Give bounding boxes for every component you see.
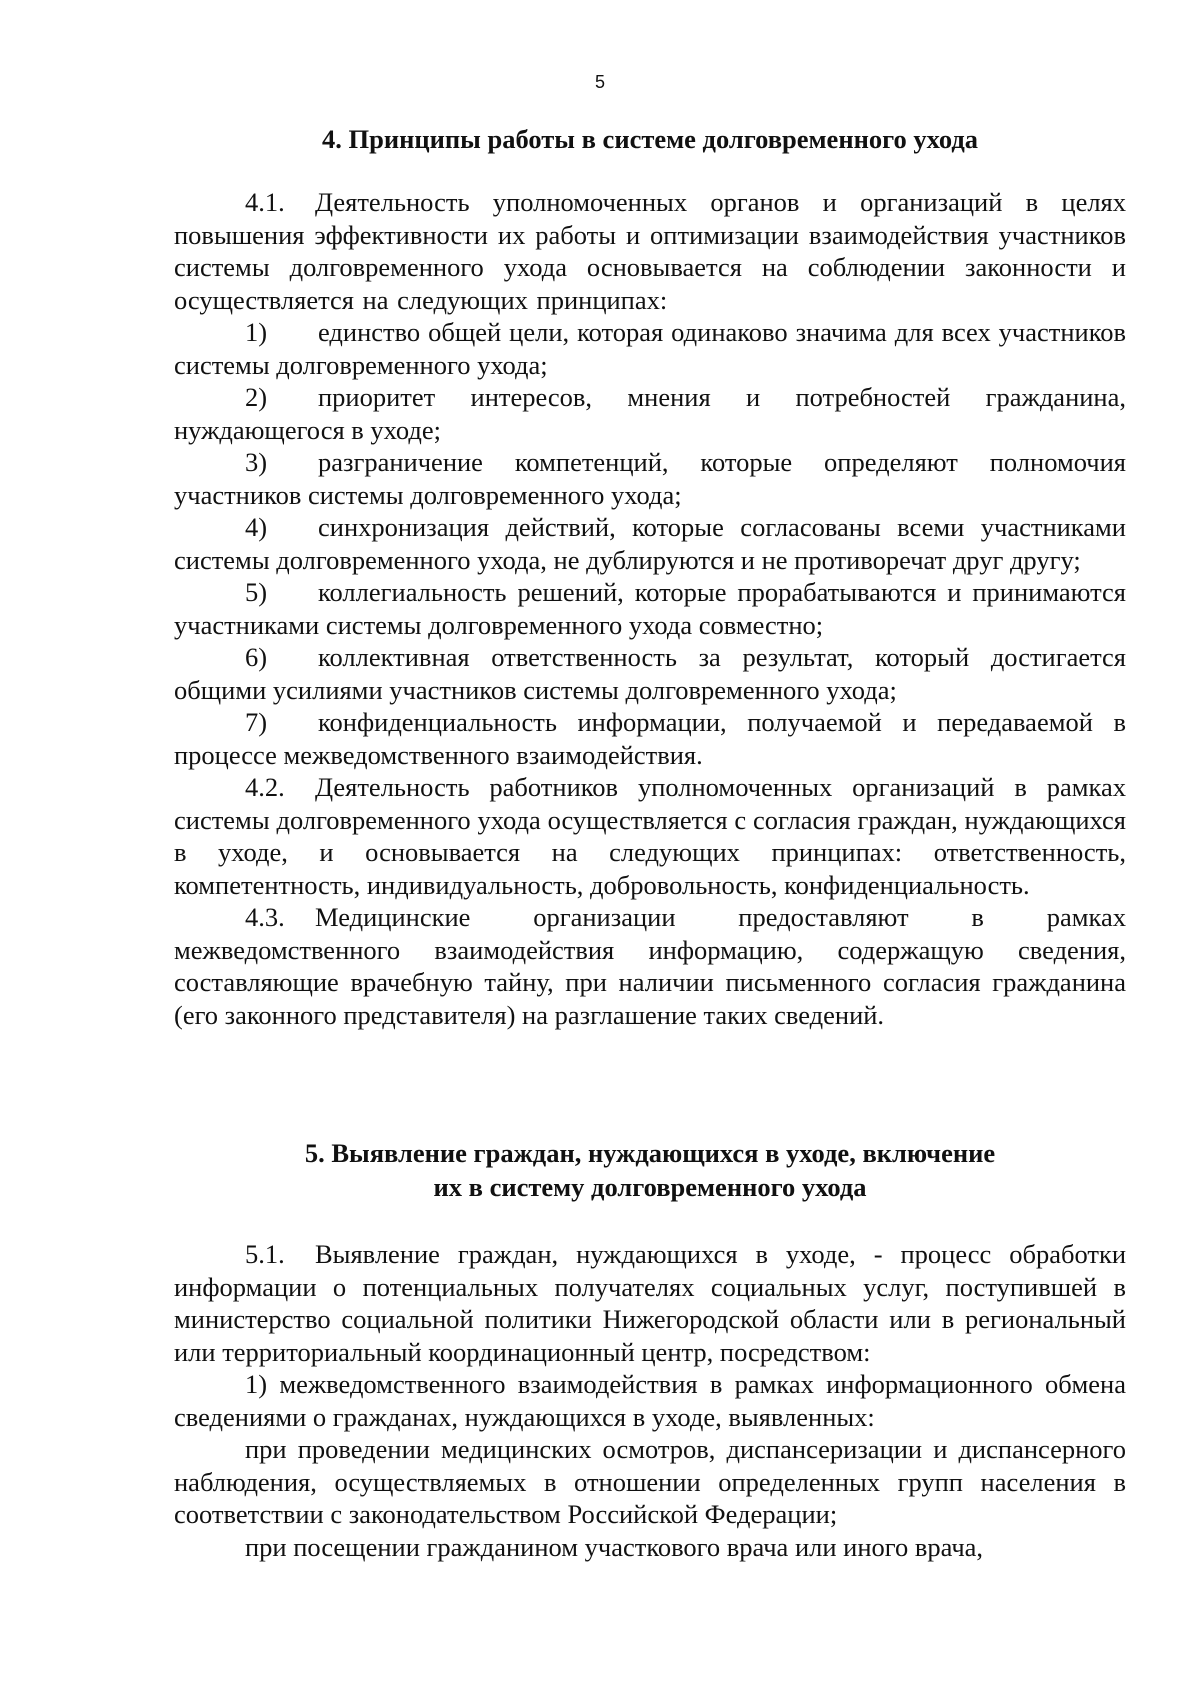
list-item-number: 7) bbox=[245, 707, 268, 737]
list-item-number: 5) bbox=[245, 577, 268, 607]
paragraph-5-1 bbox=[174, 1238, 1126, 1368]
paragraph-4-3 bbox=[174, 901, 1126, 1031]
section-5-heading-line-1: 5. Выявление граждан, нуждающихся в уходе, включение bbox=[304, 1138, 996, 1168]
section-4-heading: 4. Принципы работы в системе долговременного ухода bbox=[321, 124, 978, 154]
list-item-text: единство общей цели, которая одинаково значима для всех участников системы долговременного ухода; bbox=[174, 317, 1126, 380]
paragraph-number: 5.1. bbox=[245, 1239, 285, 1269]
list-item-text: конфиденциальность информации, получаемой и передаваемой в процессе межведомственного взаимодействия. bbox=[174, 707, 1126, 770]
section-5-heading-line-2: их в систему долговременного ухода bbox=[433, 1172, 867, 1202]
paragraph-number: 4.3. bbox=[245, 902, 285, 932]
subparagraph-1: 1) межведомственного взаимодействия в рамках информационного обмена сведениями о гражданах, нуждающихся в уходе, выявленных: bbox=[174, 1369, 1126, 1432]
list-item-text: разграничение компетенций, которые определяют полномочия участников системы долговременного ухода; bbox=[174, 447, 1126, 510]
list-item-text: коллективная ответственность за результат, который достигается общими усилиями участников системы долговременного ухода; bbox=[174, 642, 1126, 705]
list-item-number: 4) bbox=[245, 512, 268, 542]
list-item-number: 3) bbox=[245, 447, 268, 477]
list-item bbox=[174, 706, 1126, 771]
paragraph-4-1 bbox=[174, 186, 1126, 316]
subparagraph-1-a: при проведении медицинских осмотров, диспансеризации и диспансерного наблюдения, осуществляемых в отношении определенных групп населения в соответствии с законодательством Российской Федерации; bbox=[174, 1434, 1126, 1529]
subparagraph-1-b: при посещении гражданином участкового врача или иного врача, bbox=[245, 1531, 984, 1562]
list-item bbox=[174, 446, 1126, 511]
paragraph-text: Деятельность работников уполномоченных организаций в рамках системы долговременного ухода осуществляется с согласия граждан, нуждающихся в уходе, и основывается на следующих принципах: ответственность, компетентность, индивидуальность, добровольность, конфиденциальность. bbox=[174, 772, 1126, 900]
list-item-text: приоритет интересов, мнения и потребностей гражданина, нуждающегося в уходе; bbox=[174, 382, 1126, 445]
section-5 bbox=[174, 1136, 1126, 1563]
list-item bbox=[174, 511, 1126, 576]
list-item-text: синхронизация действий, которые согласованы всеми участниками системы долговременного ухода, не дублируются и не противоречат друг другу; bbox=[174, 512, 1126, 575]
paragraph-number: 4.1. bbox=[245, 187, 285, 217]
list-item-text: коллегиальность решений, которые прорабатываются и принимаются участниками системы долговременного ухода совместно; bbox=[174, 577, 1126, 640]
paragraph-4-2 bbox=[174, 771, 1126, 901]
list-item bbox=[174, 576, 1126, 641]
list-item bbox=[174, 381, 1126, 446]
page-number: 5 bbox=[594, 72, 605, 92]
paragraph-text: Деятельность уполномоченных органов и организаций в целях повышения эффективности их работы и оптимизации взаимодействия участников системы долговременного ухода основывается на соблюдении законности и осуществляется на следующих принципах: bbox=[174, 187, 1126, 315]
section-4 bbox=[174, 122, 1126, 1031]
list-item-number: 2) bbox=[245, 382, 268, 412]
paragraph-text: Медицинские организации предоставляют в рамках межведомственного взаимодействия информацию, содержащую сведения, составляющие врачебную тайну, при наличии письменного согласия гражданина (его законного представителя) на разглашение таких сведений. bbox=[174, 902, 1126, 1030]
list-item-number: 1) bbox=[245, 317, 268, 347]
section-5-heading bbox=[270, 1136, 1030, 1204]
list-item bbox=[174, 641, 1126, 706]
paragraph-number: 4.2. bbox=[245, 772, 285, 802]
list-item bbox=[174, 316, 1126, 381]
list-item-number: 6) bbox=[245, 642, 268, 672]
paragraph-text: Выявление граждан, нуждающихся в уходе, - процесс обработки информации о потенциальных получателях социальных услуг, поступившей в министерство социальной политики Нижегородской области или в региональный или территориальный координационный центр, посредством: bbox=[174, 1239, 1126, 1367]
